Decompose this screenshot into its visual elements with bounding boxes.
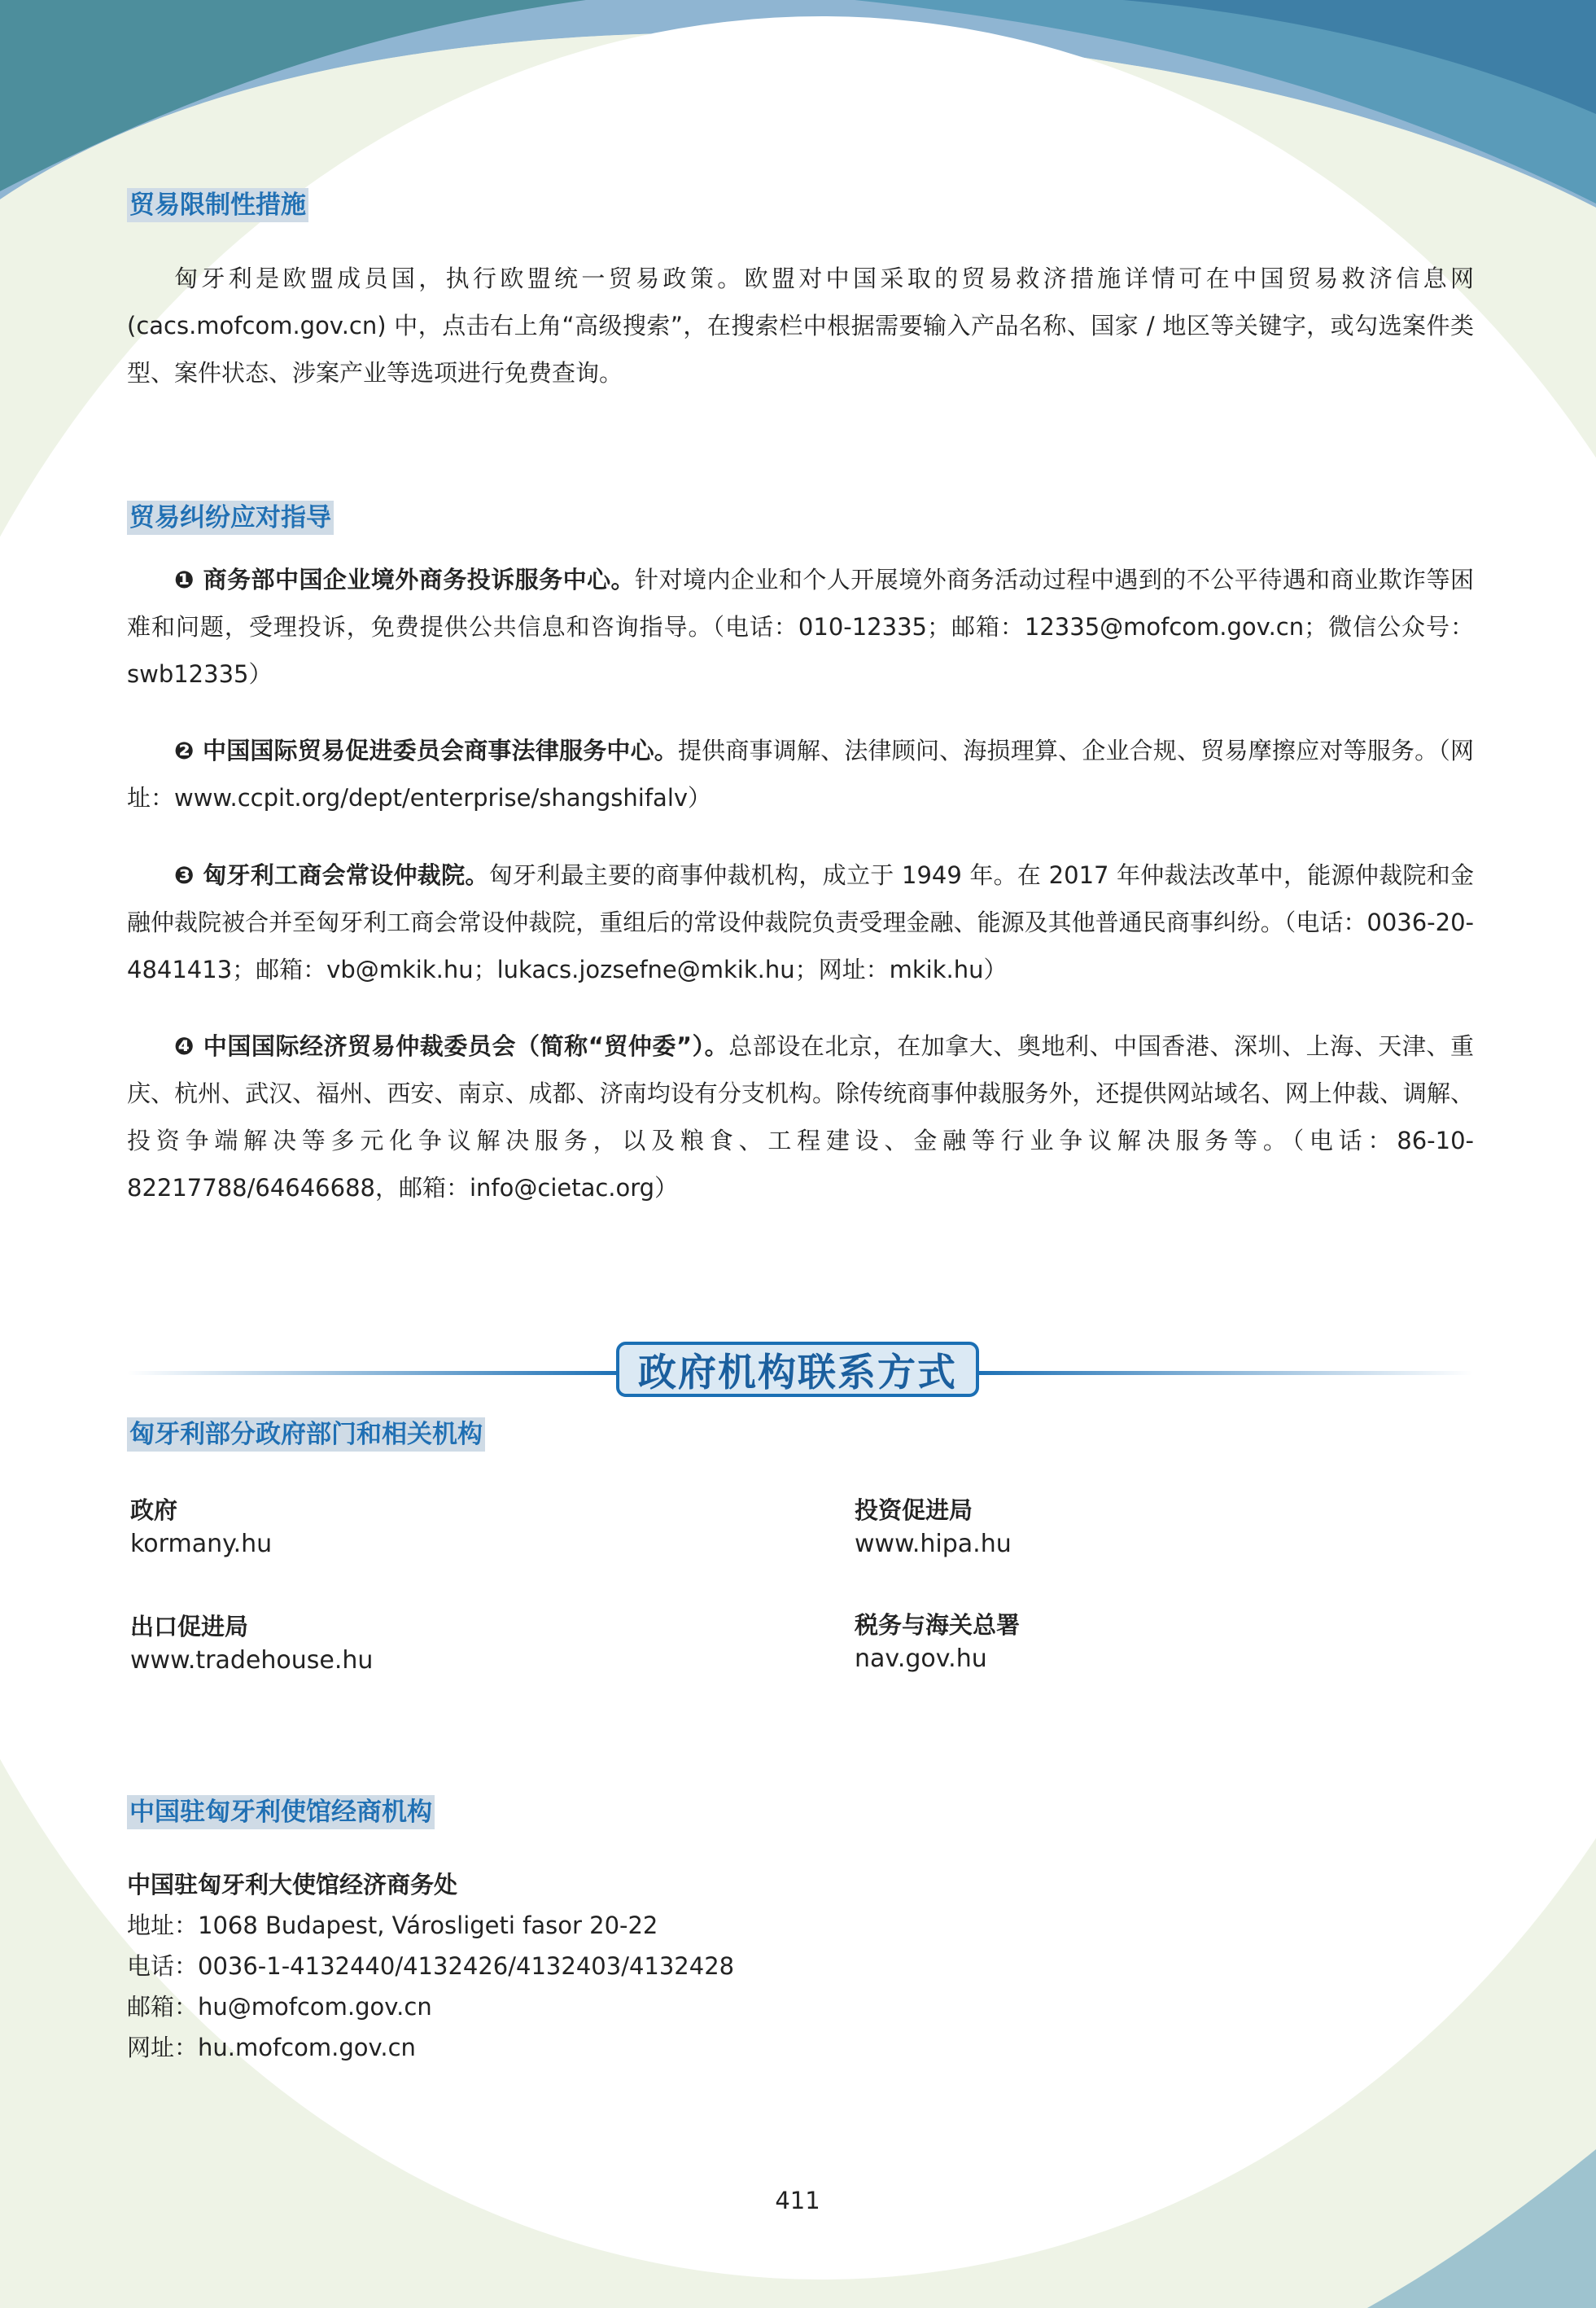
banner-divider-right bbox=[973, 1371, 1473, 1375]
contact-tax-customs bbox=[855, 1608, 1424, 1676]
dispute-item-4-text: 总部设在北京，在加拿大、奥地利、中国香港、深圳、上海、天津、重庆、杭州、武汉、福州、西安、南京、成都、济南均设有分支机构。除传统商事仲裁服务外，还提供网站域名、网上仲裁、调解、投资争端解决等多元化争议解决服务，以及粮食、工程建设、金融等行业争议解决服务等。（电话：86-10-82217788/64646688，邮箱：info@cietac.org） bbox=[127, 1032, 1474, 1202]
contact-url[interactable]: kormany.hu bbox=[130, 1530, 273, 1558]
dispute-item-2-text: 提供商事调解、法律顾问、海损理算、企业合规、贸易摩擦应对等服务。（网址：www.ccpit.org/dept/enterprise/shangshifalv） bbox=[127, 737, 1474, 812]
dispute-item-1-text: 针对境内企业和个人开展境外商务活动过程中遇到的不公平待遇和商业欺诈等困难和问题，受理投诉，免费提供公共信息和咨询指导。（电话：010-12335；邮箱：12335@mofcom.gov.cn；微信公众号：swb12335） bbox=[127, 566, 1474, 688]
embassy-name: 中国驻匈牙利大使馆经济商务处 bbox=[127, 1871, 458, 1899]
dispute-item-4-name: ❹ 中国国际经济贸易仲裁委员会（简称“贸仲委”）。 bbox=[174, 1032, 729, 1060]
dispute-item-3-name: ❸ 匈牙利工商会常设仲裁院。 bbox=[174, 861, 489, 889]
contact-label: 政府 bbox=[130, 1496, 178, 1524]
section-title-embassy: 中国驻匈牙利使馆经商机构 bbox=[127, 1795, 435, 1829]
dispute-item-2 bbox=[127, 727, 1474, 821]
dispute-item-1 bbox=[127, 556, 1474, 698]
section-title-trade-restriction: 贸易限制性措施 bbox=[127, 188, 308, 222]
page-number: 411 bbox=[775, 2187, 820, 2214]
contact-government bbox=[130, 1493, 700, 1561]
embassy-address: 地址：1068 Budapest, Városligeti fasor 20-22 bbox=[127, 1912, 658, 1939]
dispute-item-4 bbox=[127, 1023, 1474, 1211]
dispute-item-1-name: ❶ 商务部中国企业境外商务投诉服务中心。 bbox=[174, 566, 636, 593]
contact-label: 出口促进局 bbox=[130, 1613, 249, 1640]
embassy-website[interactable]: 网址：hu.mofcom.gov.cn bbox=[127, 2034, 416, 2061]
contact-export-promotion bbox=[130, 1609, 700, 1678]
banner-divider-left bbox=[127, 1371, 623, 1375]
dispute-item-2-name: ❷ 中国国际贸易促进委员会商事法律服务中心。 bbox=[174, 737, 678, 764]
contact-investment-promotion bbox=[855, 1493, 1424, 1561]
contact-url[interactable]: nav.gov.hu bbox=[855, 1645, 987, 1673]
banner-government-contacts: 政府机构联系方式 bbox=[616, 1342, 979, 1397]
section-title-dispute-guide: 贸易纠纷应对指导 bbox=[127, 501, 334, 535]
trade-restriction-text: 匈牙利是欧盟成员国，执行欧盟统一贸易政策。欧盟对中国采取的贸易救济措施详情可在中国贸易救济信息网 (cacs.mofcom.gov.cn) 中，点击右上角“高级搜索”，在搜索栏中根据需要输入产品名称、国家 / 地区等关键字，或勾选案件类型、案件状态、涉案产业等选项进行免费查询。 bbox=[127, 265, 1474, 387]
contact-label: 投资促进局 bbox=[855, 1496, 973, 1524]
dispute-item-3 bbox=[127, 852, 1474, 993]
contact-url[interactable]: www.tradehouse.hu bbox=[130, 1646, 374, 1675]
embassy-email[interactable]: 邮箱：hu@mofcom.gov.cn bbox=[127, 1993, 432, 2021]
dispute-item-3-text: 匈牙利最主要的商事仲裁机构，成立于 1949 年。在 2017 年仲裁法改革中，能源仲裁院和金融仲裁院被合并至匈牙利工商会常设仲裁院，重组后的常设仲裁院负责受理金融、能源及其他普通民商事纠纷。（电话：0036-20-4841413；邮箱：vb@mkik.hu；lukacs.jozsefne@mkik.hu；网址：mkik.hu） bbox=[127, 861, 1474, 983]
contact-label: 税务与海关总署 bbox=[855, 1611, 1021, 1639]
embassy-contact-block bbox=[127, 1864, 941, 2068]
embassy-phone: 电话：0036-1-4132440/4132426/4132403/4132428 bbox=[127, 1952, 735, 1980]
contact-url[interactable]: www.hipa.hu bbox=[855, 1530, 1012, 1558]
section-title-gov-agencies: 匈牙利部分政府部门和相关机构 bbox=[127, 1417, 485, 1452]
